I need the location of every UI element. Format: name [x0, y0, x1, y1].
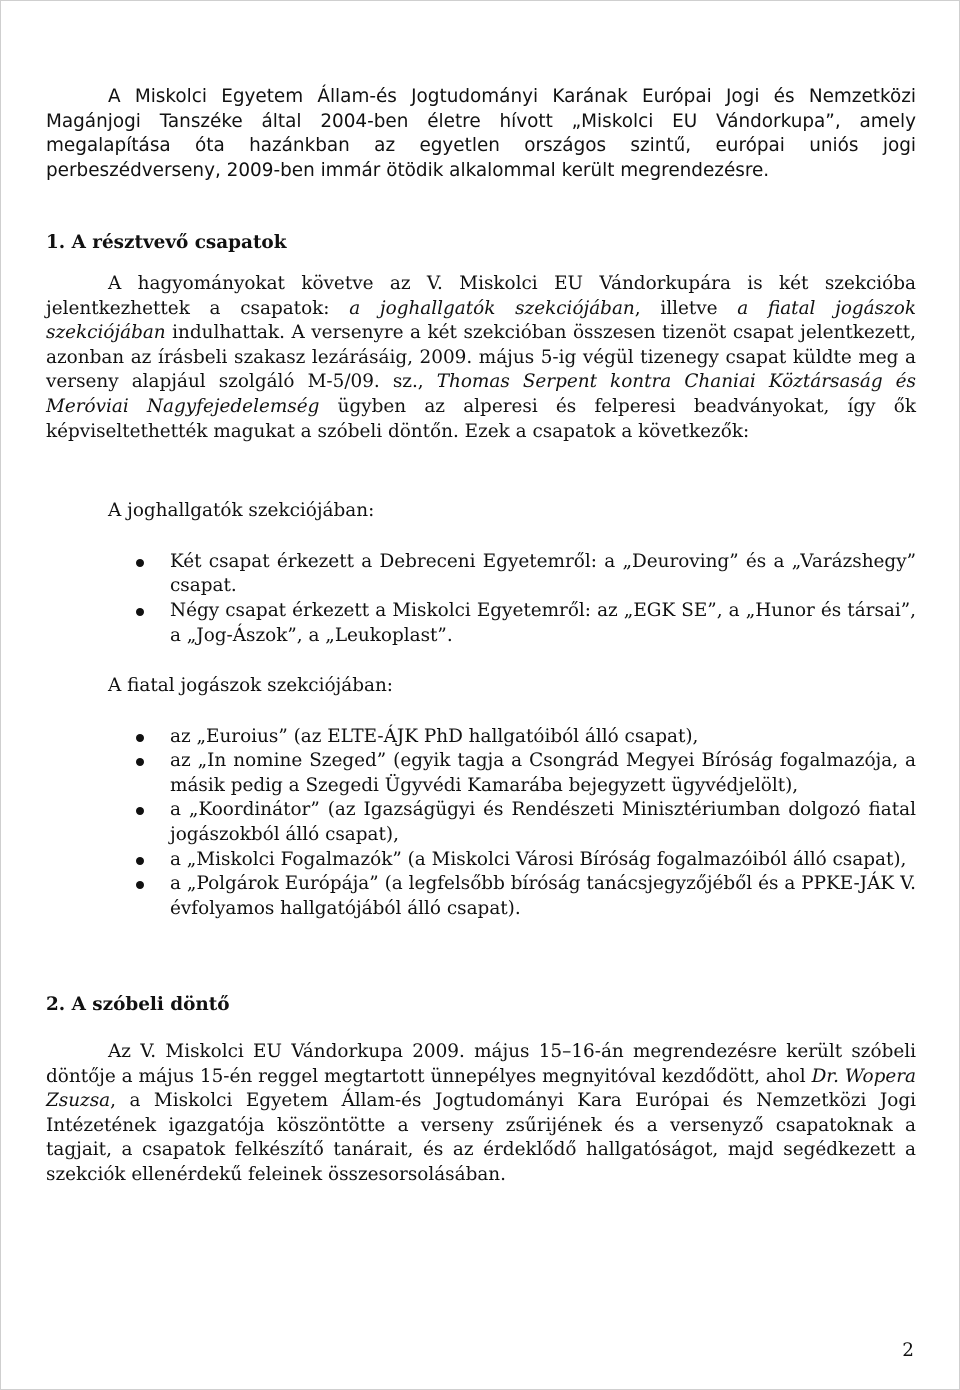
list-item: a „Polgárok Európája” (a legfelsőbb bíróság tanácsjegyzőjéből és a PPKE-JÁK V. évfolyamos hallgatójából álló csapat). [46, 872, 916, 921]
section-1-paragraph: A hagyományokat követve az V. Miskolci EU Vándorkupára is két szekcióba jelentkezhettek a csapatok: a joghallgatók szekciójában, illetve a fiatal jogászok szekciójában indulhattak. A versenyre a két szekcióban összesen tizenöt csapat jelentkezett, azonban az írásbeli szakasz lezárásáig, 2009. május 5-ig végül tizenegy csapat küldte meg a verseny alapjául szolgáló M-5/09. sz., Thomas Serpent kontra Chaniai Köztársaság és Meróviai Nagyfejedelemség ügyben az alperesi és felperesi beadványokat, így ők képviseltethették magukat a szóbeli döntőn. Ezek a csapatok a következők: [46, 272, 917, 442]
bullet-icon [136, 807, 144, 815]
students-team-list [46, 550, 916, 648]
list-item: Két csapat érkezett a Debreceni Egyetemről: a „Deuroving” és a „Varázshegy” csapat. [46, 550, 916, 599]
list-item: az „Euroius” (az ELTE-ÁJK PhD hallgatóiból álló csapat), [46, 725, 916, 750]
emphasis-case-name: Thomas Serpent kontra Chaniai Köztársaság és Meróviai Nagyfejedelemség [46, 371, 916, 417]
bullet-icon [136, 758, 144, 766]
document-body [46, 85, 916, 1188]
section-1-heading: 1. A résztvevő csapatok [46, 232, 287, 254]
young-section-label: A fiatal jogászok szekciójában: [108, 675, 393, 697]
young-team-list [46, 725, 916, 922]
list-item: az „In nomine Szeged” (egyik tagja a Csongrád Megyei Bíróság fogalmazója, a másik pedig a Szegedi Ügyvédi Kamarába bejegyzett ügyvédjelölt), [46, 749, 916, 798]
list-item: Négy csapat érkezett a Miskolci Egyetemről: az „EGK SE”, a „Hunor és társai”, a „Jog-Ászok”, a „Leukoplast”. [46, 599, 916, 648]
bullet-icon [136, 734, 144, 742]
list-item: a „Miskolci Fogalmazók” (a Miskolci Városi Bíróság fogalmazóiból álló csapat), [46, 848, 916, 873]
list-item: a „Koordinátor” (az Igazságügyi és Rendészeti Minisztériumban dolgozó fiatal jogászokból álló csapat), [46, 798, 916, 847]
section-2-heading: 2. A szóbeli döntő [46, 994, 230, 1016]
students-section-label: A joghallgatók szekciójában: [108, 500, 375, 522]
bullet-icon [136, 857, 144, 865]
emphasis-young-section: a fiatal jogászok szekciójában [46, 297, 916, 344]
intro-paragraph [46, 85, 916, 183]
emphasis-students-section: a joghallgatók szekciójában [349, 297, 635, 319]
intro-text: A Miskolci Egyetem Állam-és Jogtudományi Karának Európai Jogi és Nemzetközi Magánjogi Tanszéke által 2004-ben életre hívott „Miskolci EU Vándorkupa”, amely megalapítása óta hazánkban az egyetlen országos szintű, európai uniós jogi perbeszédverseny, 2009-ben immár ötödik alkalommal került megrendezésre. [46, 86, 916, 181]
page-number: 2 [902, 1340, 914, 1362]
bullet-icon [136, 881, 144, 889]
bullet-icon [136, 608, 144, 616]
section-2-paragraph: Az V. Miskolci EU Vándorkupa 2009. május 15–16-án megrendezésre került szóbeli döntője a május 15-én reggel megtartott ünnepélyes megnyitóval kezdődött, ahol Dr. Wopera Zsuzsa, a Miskolci Egyetem Állam-és Jogtudományi Kara Európai és Nemzetközi Jogi Intézetének igazgatója köszöntötte a verseny zsűrijének és a versenyző csapatoknak a tagjait, a csapatok felkészítő tanárait, és az érdeklődő hallgatóságot, majd segédkezett a szekciók ellenérdekű feleinek összesorsolásában. [46, 1041, 916, 1185]
emphasis-person-name: Dr. Wopera Zsuzsa [46, 1065, 916, 1112]
bullet-icon [136, 559, 144, 567]
